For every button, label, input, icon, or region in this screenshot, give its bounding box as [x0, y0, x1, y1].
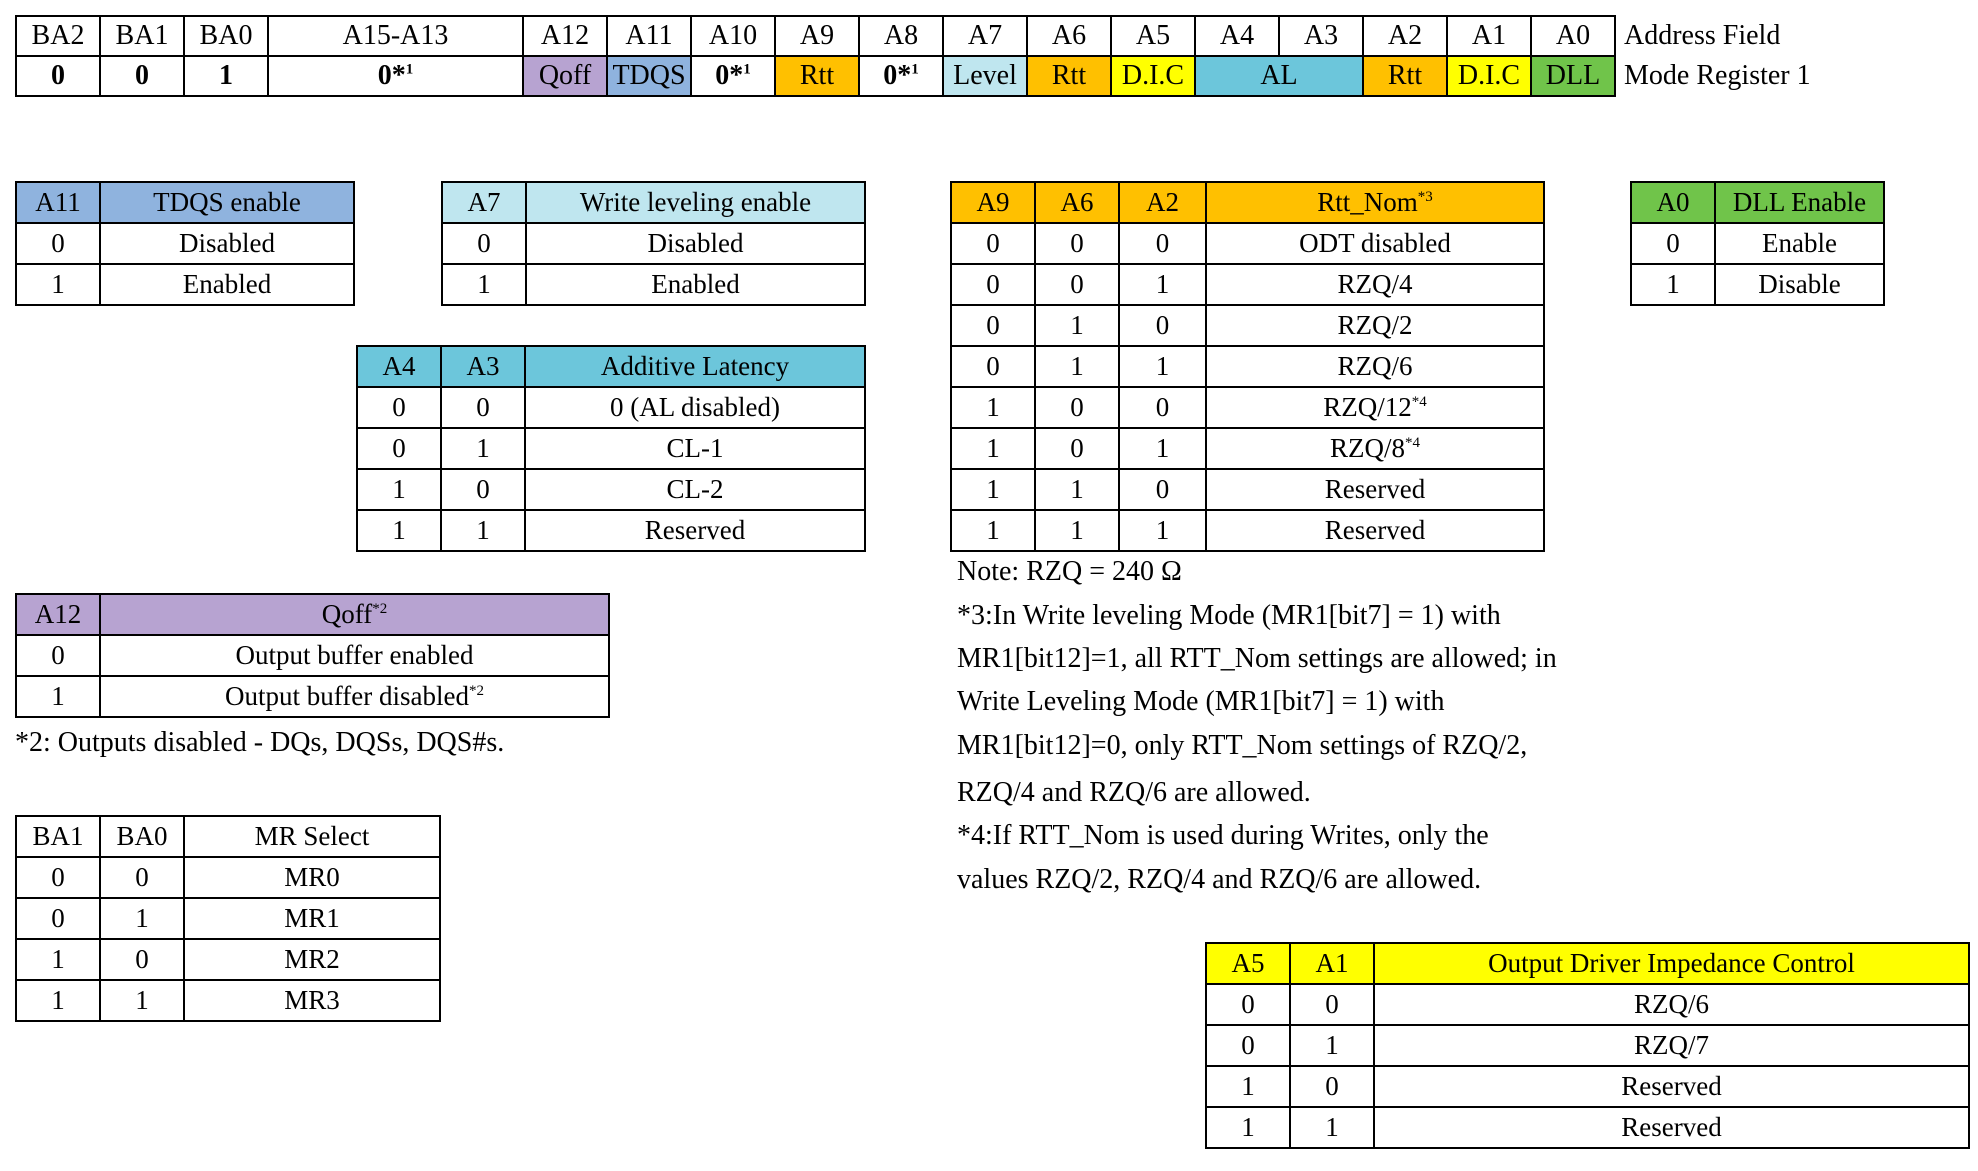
dll-enable-table	[1630, 181, 1885, 306]
table-cell: 0	[1035, 428, 1119, 469]
table-cell: 0	[1631, 223, 1715, 264]
a15-a13-text: 0*	[377, 60, 406, 91]
note-line: Write Leveling Mode (MR1[bit7] = 1) with	[957, 686, 1445, 717]
table-cell	[1206, 387, 1544, 428]
header-cell: A1	[1447, 16, 1531, 56]
note-line: MR1[bit12]=0, only RTT_Nom settings of RZQ/2,	[957, 730, 1528, 761]
table-cell: Enabled	[526, 264, 865, 305]
table-cell: MR2	[184, 939, 440, 980]
write-leveling-table	[441, 181, 866, 306]
table-cell: 1	[441, 428, 525, 469]
table-cell: Disabled	[526, 223, 865, 264]
table-cell: CL-1	[525, 428, 865, 469]
table-row-selected	[16, 898, 440, 939]
table-cell: 0	[951, 223, 1035, 264]
table-cell: 0	[1119, 305, 1206, 346]
footnote-marker: 1	[405, 61, 414, 78]
table-cell: 1	[1119, 428, 1206, 469]
table-cell: 0	[1290, 1066, 1374, 1107]
header-cell: A4	[1195, 16, 1279, 56]
table-cell: Reserved	[1374, 1107, 1969, 1148]
table-row	[16, 223, 354, 264]
table-cell: Enabled	[100, 264, 354, 305]
a10-value	[691, 56, 775, 96]
table-cell: Reserved	[1374, 1066, 1969, 1107]
table-cell: Disabled	[100, 223, 354, 264]
table-cell: Disable	[1715, 264, 1884, 305]
table-row	[951, 264, 1544, 305]
column-header: TDQS enable	[100, 182, 354, 223]
table-row	[357, 428, 865, 469]
column-header: A6	[1035, 182, 1119, 223]
table-row	[1206, 1066, 1969, 1107]
a8-value	[859, 56, 943, 96]
table-cell: 0	[100, 857, 184, 898]
header-cell: A11	[607, 16, 691, 56]
table-row	[951, 428, 1544, 469]
table-cell: RZQ/2	[1206, 305, 1544, 346]
rtt-nom-table	[950, 181, 1545, 552]
cell-text: Output buffer disabled	[225, 681, 469, 711]
note-line: Note: RZQ = 240 Ω	[957, 556, 1182, 587]
table-row	[951, 346, 1544, 387]
table-row	[951, 387, 1544, 428]
table-cell: 1	[1206, 1066, 1290, 1107]
table-cell: 0	[357, 387, 441, 428]
table-row	[16, 939, 440, 980]
table-row	[16, 857, 440, 898]
table-cell: MR1	[184, 898, 440, 939]
table-row	[1206, 984, 1969, 1025]
table-cell: 0	[1290, 984, 1374, 1025]
table-cell: 1	[442, 264, 526, 305]
table-cell: 0	[1035, 223, 1119, 264]
table-cell: RZQ/7	[1374, 1025, 1969, 1066]
column-header: BA0	[100, 816, 184, 857]
note-line: MR1[bit12]=1, all RTT_Nom settings are allowed; in	[957, 643, 1557, 674]
header-cell: A15-A13	[268, 16, 523, 56]
table-cell: 0	[1035, 387, 1119, 428]
table-cell: 0	[1119, 223, 1206, 264]
table-cell: 0 (AL disabled)	[525, 387, 865, 428]
column-header: DLL Enable	[1715, 182, 1884, 223]
table-cell: 0	[1206, 984, 1290, 1025]
column-header: A0	[1631, 182, 1715, 223]
table-cell: 1	[441, 510, 525, 551]
column-header: A9	[951, 182, 1035, 223]
header-cell: A0	[1531, 16, 1615, 56]
tdqs-enable-table	[15, 181, 355, 306]
footnote-marker: *2	[468, 683, 484, 699]
column-header: Write leveling enable	[526, 182, 865, 223]
column-header: A11	[16, 182, 100, 223]
table-row	[1206, 1025, 1969, 1066]
a1-dic-cell: D.I.C	[1447, 56, 1531, 96]
table-cell: 0	[951, 346, 1035, 387]
table-cell: 1	[357, 469, 441, 510]
table-row	[951, 510, 1544, 551]
table-header-row	[442, 182, 865, 223]
table-cell: RZQ/6	[1206, 346, 1544, 387]
footnote-marker: *2	[372, 601, 388, 617]
table-cell: 0	[16, 857, 100, 898]
table-cell: 1	[951, 387, 1035, 428]
table-header-row	[951, 182, 1544, 223]
table-row	[1206, 1107, 1969, 1148]
table-cell: Output buffer enabled	[100, 635, 609, 676]
table-cell: 1	[1119, 346, 1206, 387]
table-cell: 1	[1035, 510, 1119, 551]
column-header: Additive Latency	[525, 346, 865, 387]
table-cell: 0	[442, 223, 526, 264]
table-cell: 1	[1035, 469, 1119, 510]
mr-select-table	[15, 815, 441, 1022]
table-row	[357, 469, 865, 510]
table-cell: 0	[1206, 1025, 1290, 1066]
table-row	[357, 387, 865, 428]
a4-a3-al-cell: AL	[1195, 56, 1363, 96]
table-cell: 1	[16, 264, 100, 305]
column-header: A4	[357, 346, 441, 387]
table-row	[951, 305, 1544, 346]
table-cell: Reserved	[525, 510, 865, 551]
column-header: Output Driver Impedance Control	[1374, 943, 1969, 984]
table-row	[1631, 223, 1884, 264]
mode-register-row	[16, 56, 1811, 96]
table-row	[357, 510, 865, 551]
table-cell: 0	[441, 387, 525, 428]
table-cell: 1	[1290, 1025, 1374, 1066]
table-cell: MR0	[184, 857, 440, 898]
additive-latency-table	[356, 345, 866, 552]
address-field-table	[15, 15, 1812, 97]
column-header: MR Select	[184, 816, 440, 857]
header-cell: BA2	[16, 16, 100, 56]
footnote-marker: 1	[743, 61, 751, 78]
table-row	[1631, 264, 1884, 305]
table-cell: 0	[16, 635, 100, 676]
table-cell: 1	[1290, 1107, 1374, 1148]
note-line: *3:In Write leveling Mode (MR1[bit7] = 1) with	[957, 600, 1501, 631]
table-header-row	[16, 594, 609, 635]
table-cell: RZQ/4	[1206, 264, 1544, 305]
table-cell: 0	[951, 305, 1035, 346]
footnote-marker: 1	[911, 61, 919, 78]
column-header: A7	[442, 182, 526, 223]
output-driver-impedance-table	[1205, 942, 1970, 1149]
ba2-value: 0	[16, 56, 100, 96]
qoff-footnote: *2: Outputs disabled - DQs, DQSs, DQS#s.	[15, 727, 505, 758]
a5-dic-cell: D.I.C	[1111, 56, 1195, 96]
table-row	[16, 980, 440, 1021]
column-header: A1	[1290, 943, 1374, 984]
table-cell: CL-2	[525, 469, 865, 510]
table-cell: 1	[16, 980, 100, 1021]
header-cell: A2	[1363, 16, 1447, 56]
note-line: values RZQ/2, RZQ/4 and RZQ/6 are allowed.	[957, 864, 1482, 895]
note-line: RZQ/4 and RZQ/6 are allowed.	[957, 777, 1311, 808]
table-cell: 1	[951, 428, 1035, 469]
qoff-header-text: Qoff	[321, 599, 373, 629]
table-header-row	[357, 346, 865, 387]
footnote-marker: *3	[1417, 189, 1433, 205]
table-row	[951, 223, 1544, 264]
column-header	[1206, 182, 1544, 223]
cell-text: RZQ/12	[1323, 392, 1412, 422]
table-header-row	[1206, 943, 1969, 984]
table-cell: MR3	[184, 980, 440, 1021]
column-header: A3	[441, 346, 525, 387]
a8-text: 0*	[883, 60, 912, 91]
a2-rtt-cell: Rtt	[1363, 56, 1447, 96]
table-cell: 1	[951, 510, 1035, 551]
table-cell: 0	[357, 428, 441, 469]
header-cell: A6	[1027, 16, 1111, 56]
table-row	[16, 676, 609, 717]
ba1-value: 0	[100, 56, 184, 96]
header-cell: A12	[523, 16, 607, 56]
a0-dll-cell: DLL	[1531, 56, 1615, 96]
a10-text: 0*	[715, 60, 744, 91]
header-cell: A7	[943, 16, 1027, 56]
table-header-row	[1631, 182, 1884, 223]
column-header: A5	[1206, 943, 1290, 984]
table-header-row	[16, 816, 440, 857]
table-cell: 0	[441, 469, 525, 510]
table-row	[442, 223, 865, 264]
table-row	[951, 469, 1544, 510]
header-cell: BA1	[100, 16, 184, 56]
table-cell: 0	[100, 939, 184, 980]
table-header-row	[16, 182, 354, 223]
table-cell: 0	[1035, 264, 1119, 305]
column-header	[100, 594, 609, 635]
table-cell: 1	[1035, 305, 1119, 346]
table-cell: 1	[1206, 1107, 1290, 1148]
header-cell: BA0	[184, 16, 268, 56]
table-cell: 0	[16, 223, 100, 264]
table-cell	[100, 676, 609, 717]
table-cell: 1	[1631, 264, 1715, 305]
header-cell: A3	[1279, 16, 1363, 56]
a6-rtt-cell: Rtt	[1027, 56, 1111, 96]
ba0-value: 1	[184, 56, 268, 96]
header-cell: A9	[775, 16, 859, 56]
table-cell: 1	[357, 510, 441, 551]
column-header: A12	[16, 594, 100, 635]
table-cell	[1206, 428, 1544, 469]
footnote-marker: *4	[1405, 435, 1420, 451]
table-cell: 0	[951, 264, 1035, 305]
rtt-nom-header-text: Rtt_Nom	[1317, 187, 1418, 217]
address-field-label: Address Field	[1624, 20, 1781, 51]
table-cell: 1	[100, 898, 184, 939]
table-cell: 0	[1119, 387, 1206, 428]
qoff-table	[15, 593, 610, 718]
table-cell: 1	[16, 939, 100, 980]
table-cell: 1	[16, 676, 100, 717]
header-cell: A8	[859, 16, 943, 56]
a7-level-cell: Level	[943, 56, 1027, 96]
header-cell: A5	[1111, 16, 1195, 56]
column-header: A2	[1119, 182, 1206, 223]
cell-text: RZQ/8	[1329, 433, 1405, 463]
table-cell: 1	[100, 980, 184, 1021]
table-row	[16, 635, 609, 676]
note-line: *4:If RTT_Nom is used during Writes, only the	[957, 820, 1489, 851]
a12-qoff-cell: Qoff	[523, 56, 607, 96]
table-cell: 0	[1119, 469, 1206, 510]
header-cell: A10	[691, 16, 775, 56]
a11-tdqs-cell: TDQS	[607, 56, 691, 96]
table-cell: 1	[951, 469, 1035, 510]
address-field-header-row	[16, 16, 1811, 56]
column-header: BA1	[16, 816, 100, 857]
a15-a13-value	[268, 56, 523, 96]
table-cell: Reserved	[1206, 510, 1544, 551]
a9-rtt-cell: Rtt	[775, 56, 859, 96]
table-cell: 1	[1119, 510, 1206, 551]
table-cell: 1	[1035, 346, 1119, 387]
table-cell: Enable	[1715, 223, 1884, 264]
table-row	[442, 264, 865, 305]
table-cell: 1	[1119, 264, 1206, 305]
table-row	[16, 264, 354, 305]
table-cell: ODT disabled	[1206, 223, 1544, 264]
footnote-marker: *4	[1411, 394, 1427, 410]
table-cell: 0	[16, 898, 100, 939]
table-cell: Reserved	[1206, 469, 1544, 510]
mode-register-label: Mode Register 1	[1624, 60, 1811, 91]
table-cell: RZQ/6	[1374, 984, 1969, 1025]
